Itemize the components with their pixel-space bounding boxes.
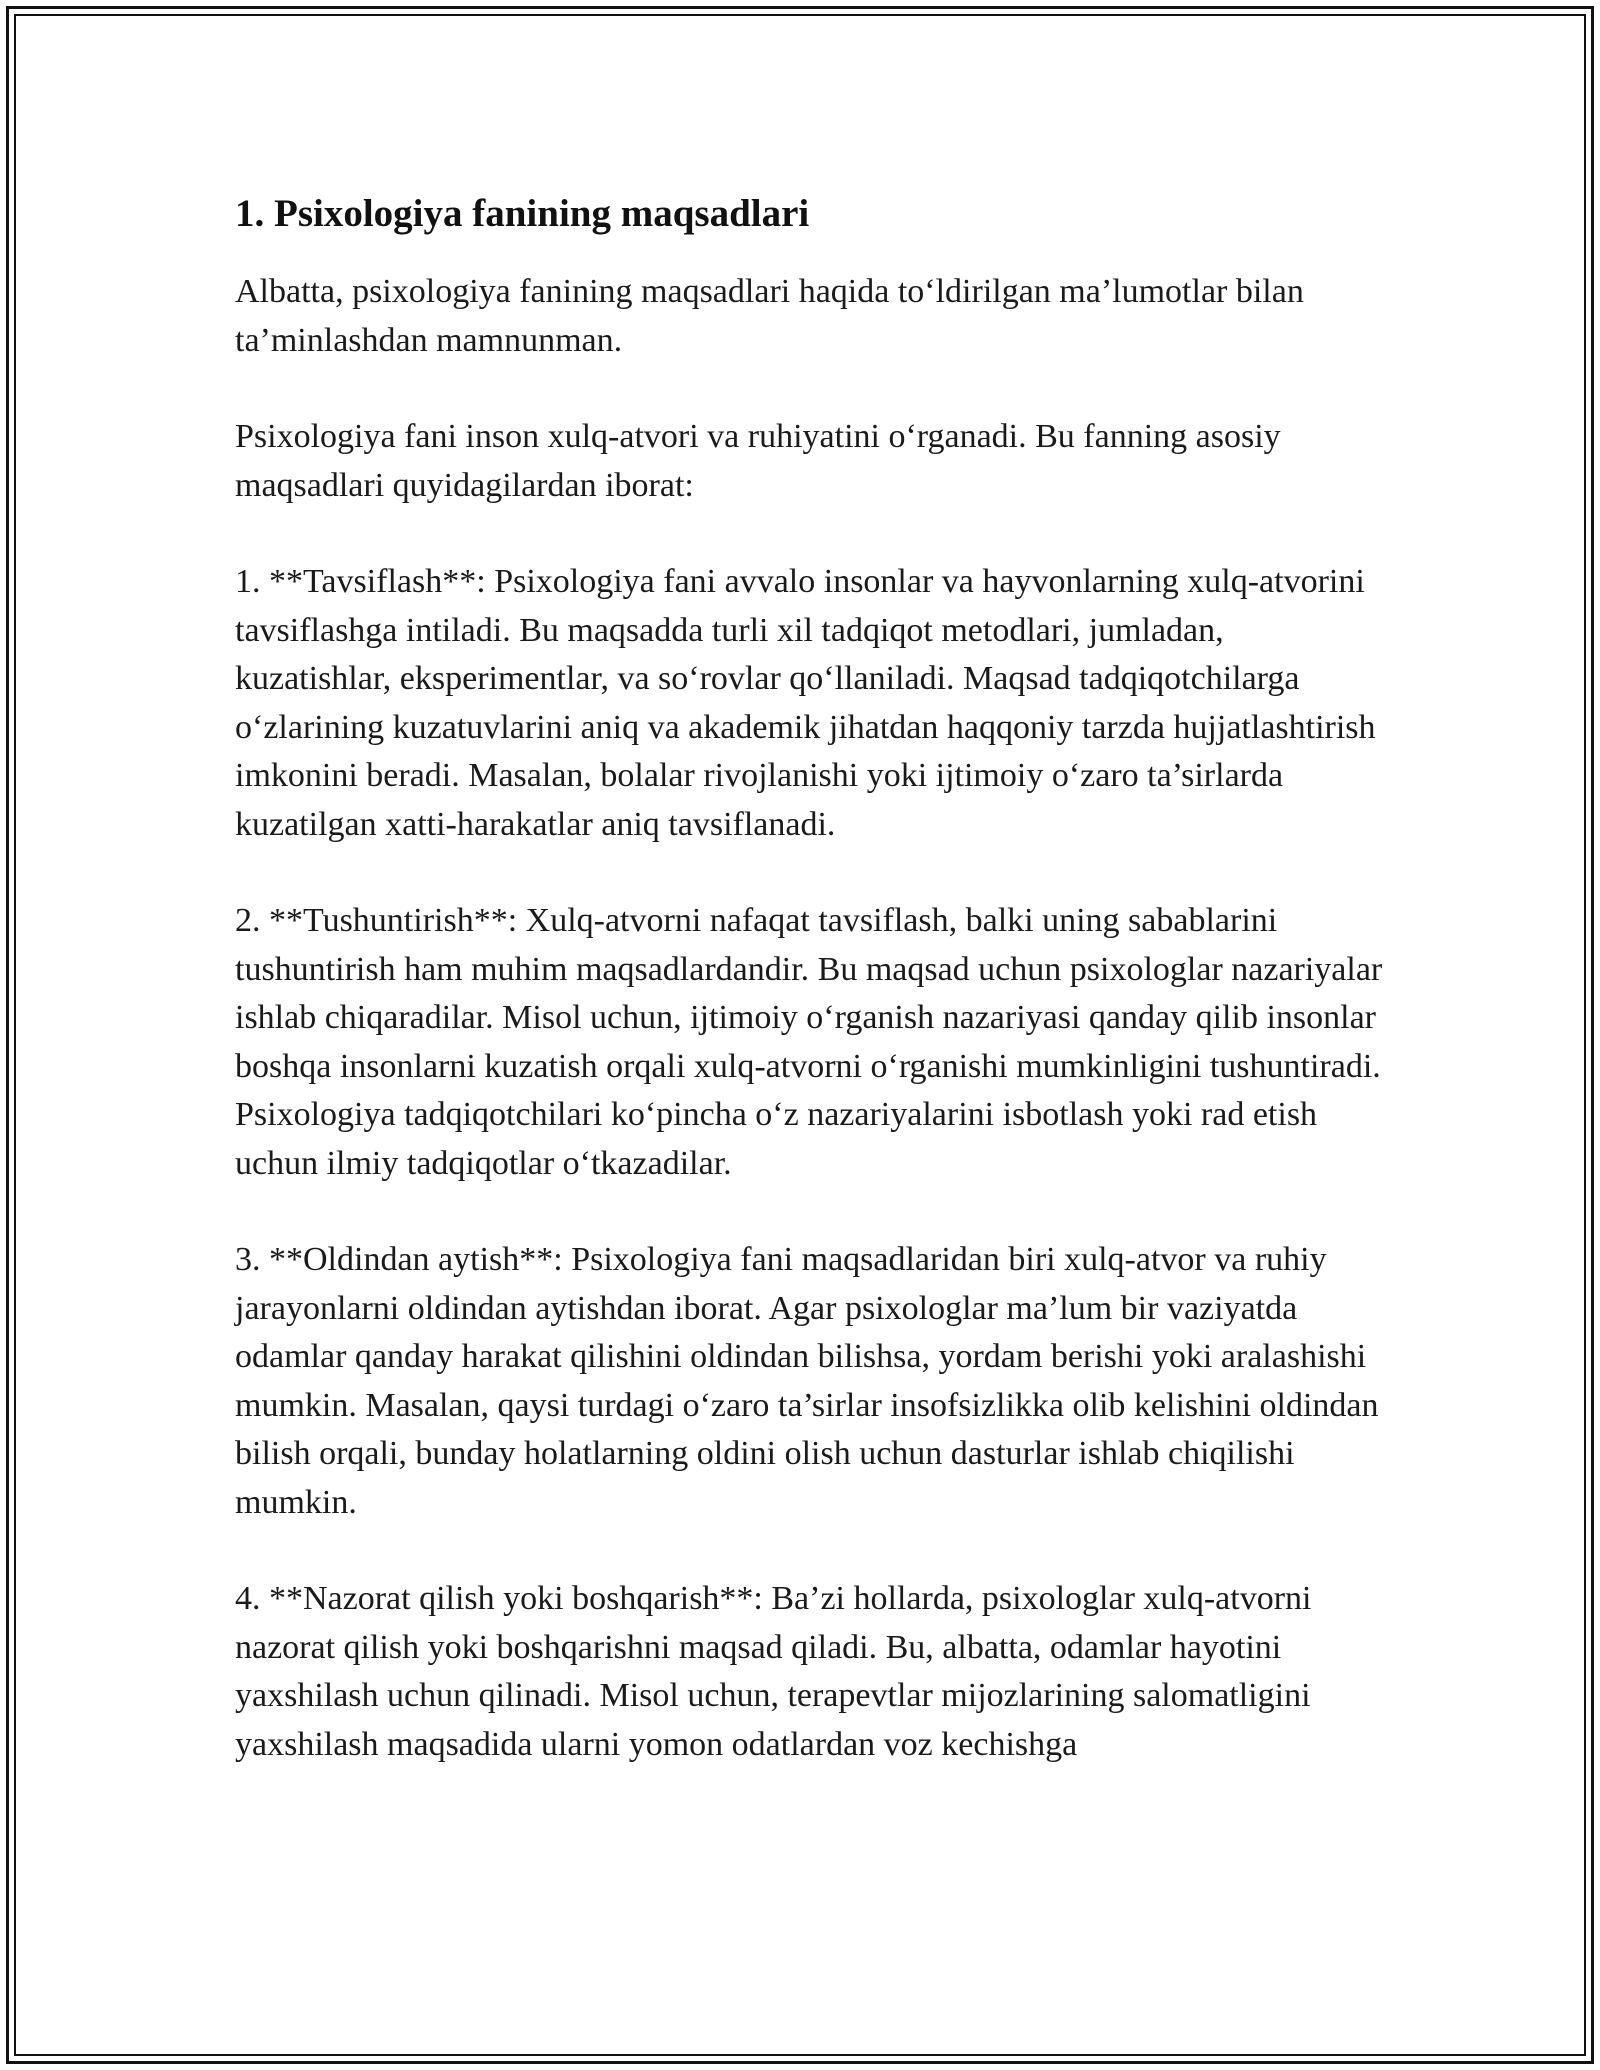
overview-paragraph: Psixologiya fani inson xulq-atvori va ruhiyatini o‘rganadi. Bu fanning asosiy maqsadlari quyidagilardan iborat: xyxy=(235,418,1281,504)
section-heading: 1. Psixologiya fanining maqsadlari xyxy=(235,192,810,235)
goal-control-paragraph: 4. **Nazorat qilish yoki boshqarish**: Ba’zi hollarda, psixologlar xulq-atvorni nazorat qilish yoki boshqarishni maqsad qiladi. Bu, albatta, odamlar hayotini yaxshilash uchun qilinadi. Misol uchun, terapevtlar mijozlarining salomatligini yaxshilash maqsadida ularni yomon odatlardan voz kechishga xyxy=(235,1580,1312,1763)
goal-description-paragraph: 1. **Tavsiflash**: Psixologiya fani avvalo insonlar va hayvonlarning xulq-atvorini tavsiflashga intiladi. Bu maqsadda turli xil tadqiqot metodlari, jumladan, kuzatishlar, eksperimentlar, va so‘rovlar qo‘llaniladi. Maqsad tadqiqotchilarga o‘zlarining kuzatuvlarini aniq va akademik jihatdan haqqoniy tarzda hujjatlashtirish imkonini beradi. Masalan, bolalar rivojlanishi yoki ijtimoiy o‘zaro ta’sirlarda kuzatilgan xatti-harakatlar aniq tavsiflanadi. xyxy=(235,563,1376,843)
goal-prediction-paragraph: 3. **Oldindan aytish**: Psixologiya fani maqsadlaridan biri xulq-atvor va ruhiy jarayonlarni oldindan aytishdan iborat. Agar psixologlar ma’lum bir vaziyatda odamlar qanday harakat qilishini oldindan bilishsa, yordam berishi yoki aralashishi mumkin. Masalan, qaysi turdagi o‘zaro ta’sirlar insofsizlikka olib kelishini oldindan bilish orqali, bunday holatlarning oldini olish uchun dasturlar ishlab chiqilishi mumkin. xyxy=(235,1241,1379,1521)
document-body xyxy=(235,188,1385,1817)
intro-paragraph: Albatta, psixologiya fanining maqsadlari haqida to‘ldirilgan ma’lumotlar bilan ta’minlashdan mamnunman. xyxy=(235,273,1304,359)
goal-explanation-paragraph: 2. **Tushuntirish**: Xulq-atvorni nafaqat tavsiflash, balki uning sabablarini tushuntirish ham muhim maqsadlardandir. Bu maqsad uchun psixologlar nazariyalar ishlab chiqaradilar. Misol uchun, ijtimoiy o‘rganish nazariyasi qanday qilib insonlar boshqa insonlarni kuzatish orqali xulq-atvorni o‘rganishi mumkinligini tushuntiradi. Psixologiya tadqiqotchilari ko‘pincha o‘z nazariyalarini isbotlash yoki rad etish uchun ilmiy tadqiqotlar o‘tkazadilar. xyxy=(235,902,1383,1182)
